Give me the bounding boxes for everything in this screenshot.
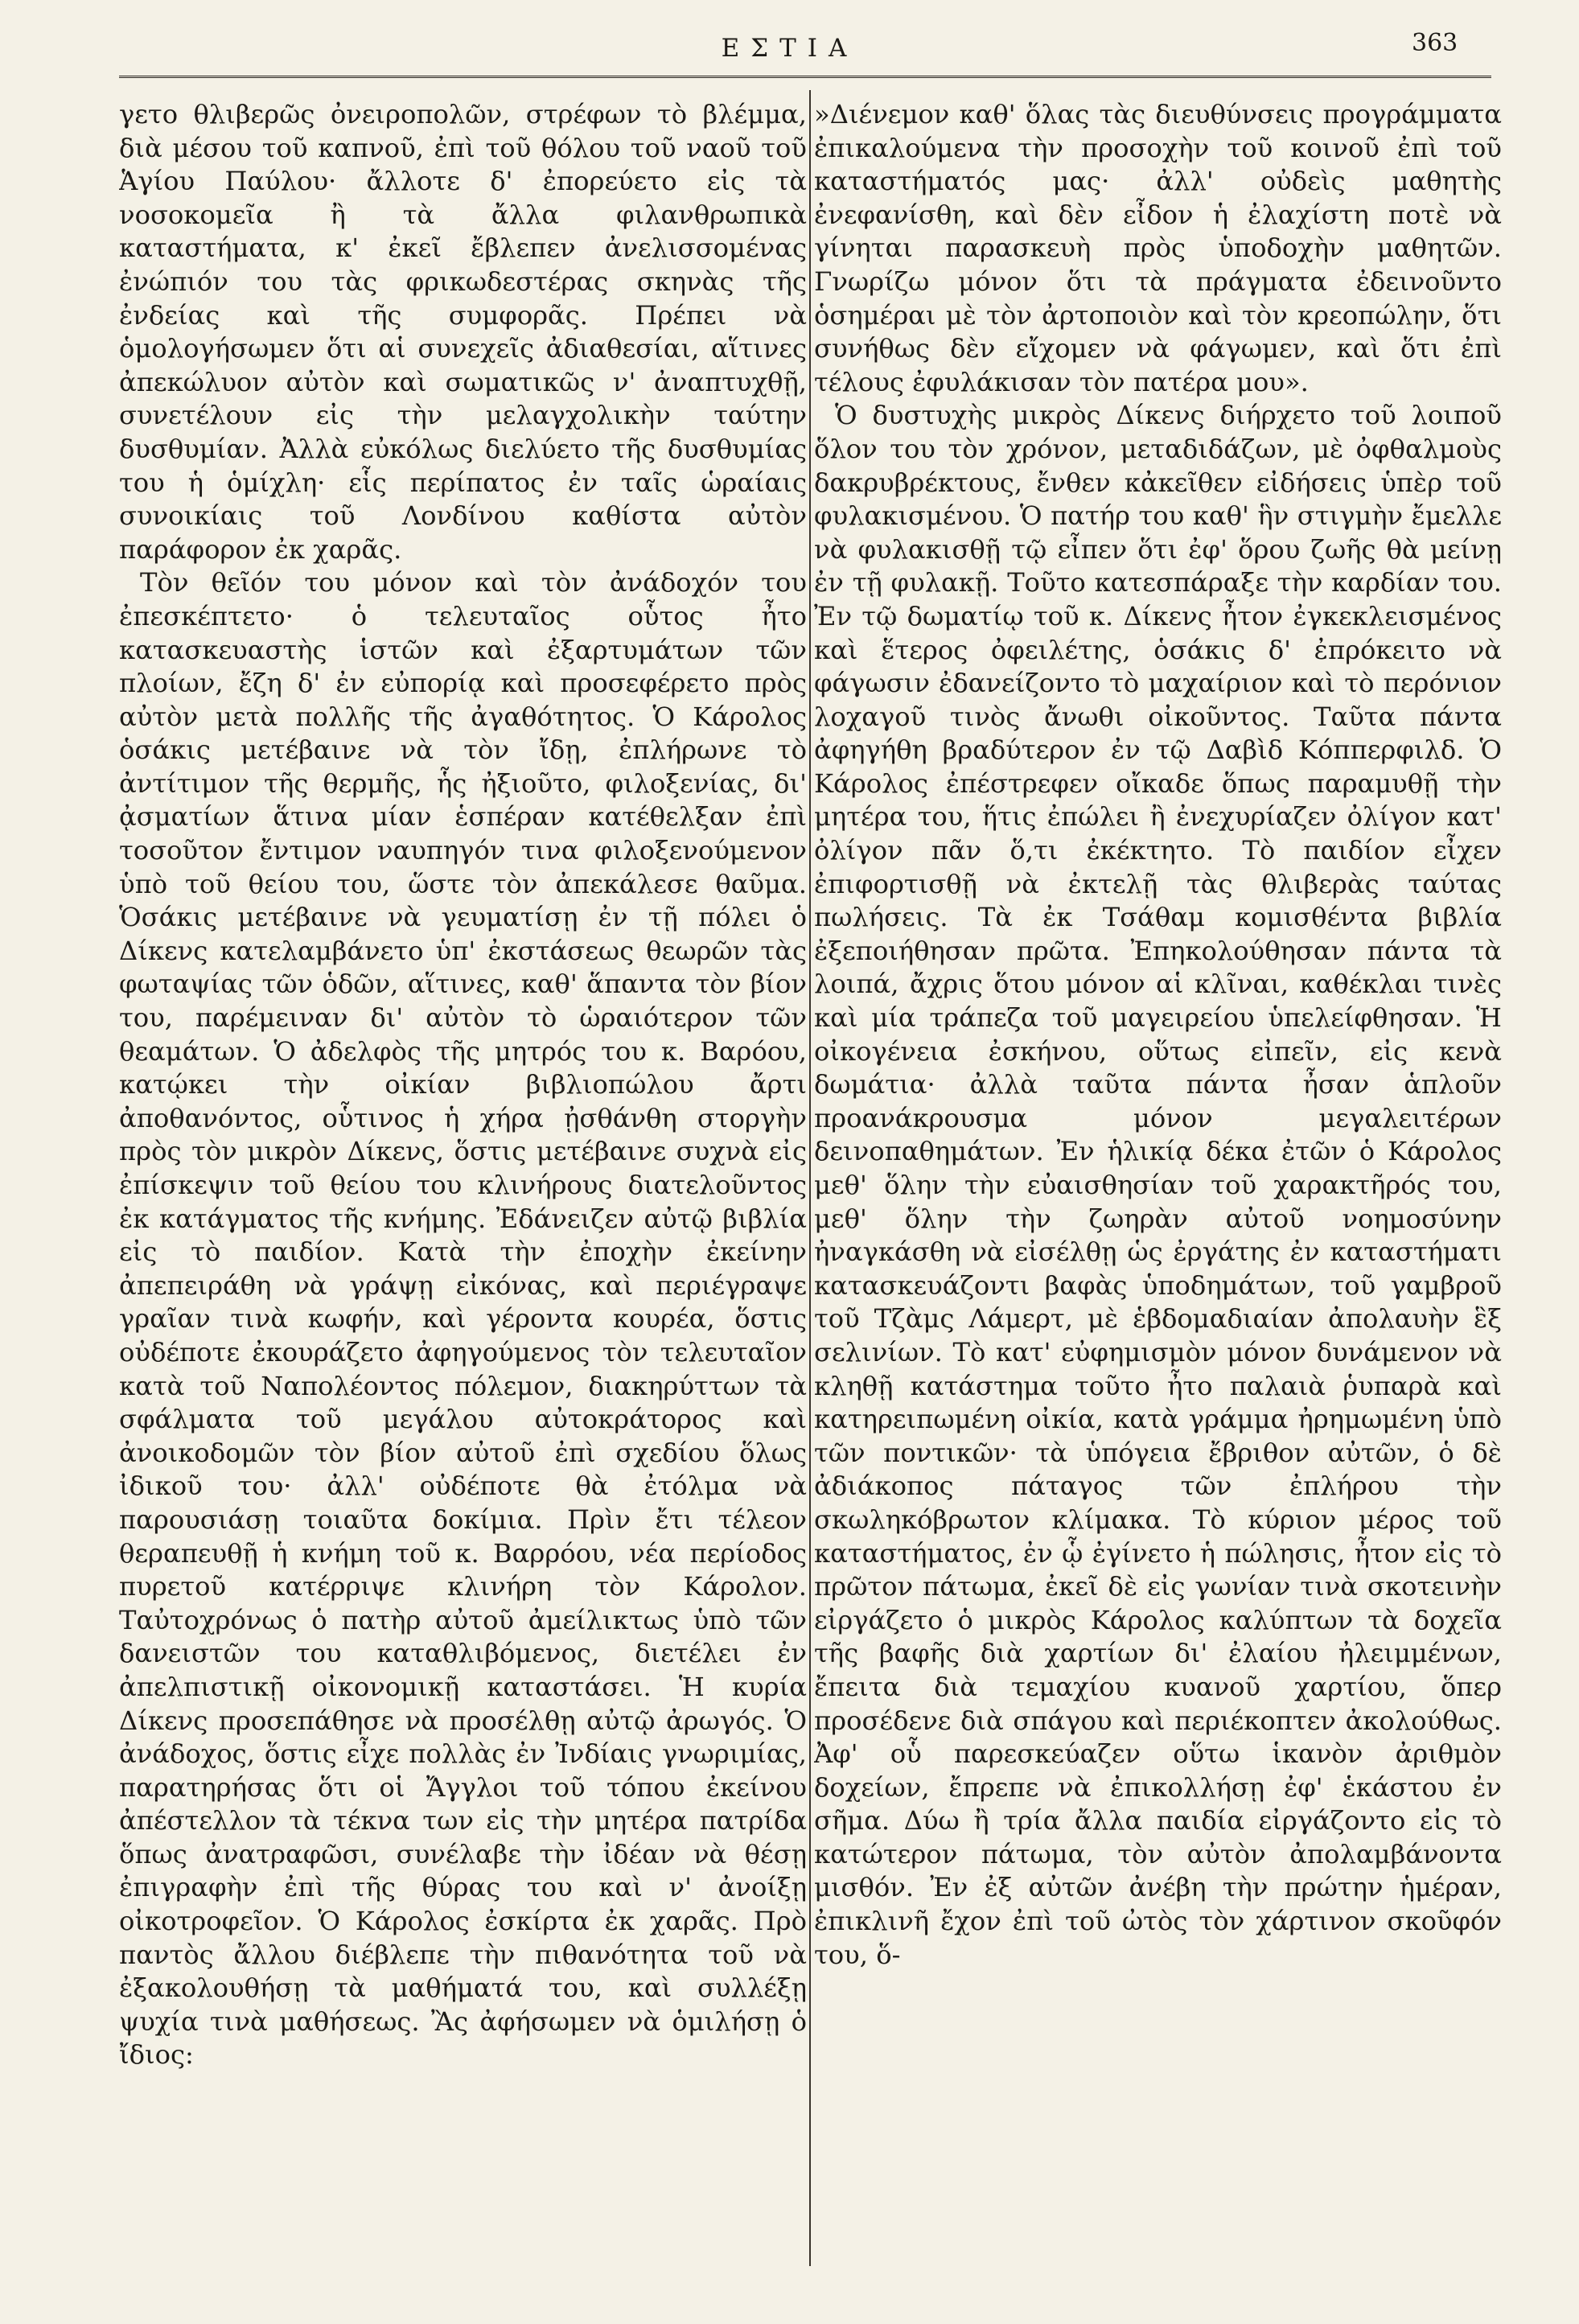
column-divider (809, 90, 811, 2266)
page-header-title: ΕΣΤΙΑ (721, 34, 858, 63)
left-paragraph-1: γετο θλιβερῶς ὀνειροπολῶν, στρέφων τὸ βλέμμα, διὰ μέσου τοῦ καπνοῦ, ἐπὶ τοῦ θόλου τοῦ ναοῦ τοῦ Ἁγίου Παύλου· ἄλλοτε δ' ἐπορεύετο εἰς τὰ νοσοκομεῖα ἢ τὰ ἄλλα φιλανθρωπικὰ καταστήματα, κ' ἐκεῖ ἔβλεπεν ἀνελισσομένας ἐνώπιόν του τὰς φρικωδεστέρας σκηνὰς τῆς ἐνδείας καὶ τῆς συμφορᾶς. Πρέπει νὰ ὁμολογήσωμεν ὅτι αἱ συνεχεῖς ἀδιαθεσίαι, αἵτινες ἀπεκώλυον αὐτὸν καὶ σωματικῶς ν' ἀναπτυχθῇ, συνετέλουν εἰς τὴν μελαγχολικὴν ταύτην δυσθυμίαν. Ἀλλὰ εὐκόλως διελύετο τῆς δυσθυμίας του ἡ ὁμίχλη· εἷς περίπατος ἐν ταῖς ὡραίαις συνοικίαις τοῦ Λονδίνου καθίστα αὐτὸν παράφορον ἐκ χαρᾶς. (119, 99, 807, 565)
page-number: 363 (1412, 29, 1458, 57)
right-column (814, 98, 1502, 2302)
right-paragraph-2: Ὁ δυστυχὴς μικρὸς Δίκενς διήρχετο τοῦ λοιποῦ ὅλον του τὸν χρόνον, μεταδιδάζων, μὲ ὀφθαλμοὺς δακρυβρέκτους, ἔνθεν κἀκεῖθεν εἰδήσεις ὑπὲρ τοῦ φυλακισμένου. Ὁ πατήρ του καθ' ἣν στιγμὴν ἔμελλε νὰ φυλακισθῇ τῷ εἶπεν ὅτι ἐφ' ὅρου ζωῆς θὰ μείνῃ ἐν τῇ φυλακῇ. Τοῦτο κατεσπάραξε τὴν καρδίαν του. Ἐν τῷ δωματίῳ τοῦ κ. Δίκενς ἦτον ἐγκεκλεισμένος καὶ ἕτερος ὀφειλέτης, ὁσάκις δ' ἐπρόκειτο νὰ φάγωσιν ἐδανείζοντο τὸ μαχαίριον καὶ τὸ περόνιον λοχαγοῦ τινὸς ἄνωθι οἰκοῦντος. Ταῦτα πάντα ἀφηγήθη βραδύτερον ἐν τῷ Δαβὶδ Κόππερφιλδ. Ὁ Κάρολος ἐπέστρεφεν οἴκαδε ὅπως παραμυθῇ τὴν μητέρα του, ἥτις ἐπώλει ἢ ἐνεχυρίαζεν ὀλίγον κατ' ὀλίγον πᾶν ὅ,τι ἐκέκτητο. Τὸ παιδίον εἶχεν ἐπιφορτισθῇ νὰ ἐκτελῇ τὰς θλιβερὰς ταύτας πωλήσεις. Τὰ ἐκ Τσάθαμ κομισθέντα βιβλία ἐξεποιήθησαν πρῶτα. Ἐπηκολούθησαν πάντα τὰ λοιπά, ἄχρις ὅτου μόνον αἱ κλῖναι, καθέκλαι τινὲς καὶ μία τράπεζα τοῦ μαγειρείου ὑπελείφθησαν. Ἡ οἰκογένεια ἐσκήνου, οὕτως εἰπεῖν, εἰς κενὰ δωμάτια· ἀλλὰ ταῦτα πάντα ἦσαν ἁπλοῦν προανάκρουσμα μόνον μεγαλειτέρων δεινοπαθημάτων. Ἐν ἡλικίᾳ δέκα ἐτῶν ὁ Κάρολος μεθ' ὅλην τὴν εὐαισθησίαν τοῦ χαρακτῆρός του, μεθ' ὅλην τὴν ζωηρὰν αὐτοῦ νοημοσύνην ἠναγκάσθη νὰ εἰσέλθῃ ὡς ἐργάτης ἐν καταστήματι κατασκευάζοντι βαφὰς ὑποδημάτων, τοῦ γαμβροῦ τοῦ Τζὰμς Λάμερτ, μὲ ἑβδομαδιαίαν ἀπολαυὴν ἓξ σελινίων. Τὸ κατ' εὐφημισμὸν μόνον δυνάμενον νὰ κληθῇ κατάστημα τοῦτο ἦτο παλαιὰ ῥυπαρὰ καὶ κατηρειπωμένη οἰκία, κατὰ γράμμα ἠρημωμένη ὑπὸ τῶν ποντικῶν· τὰ ὑπόγεια ἔβριθον αὐτῶν, ὁ δὲ ἀδιάκοπος πάταγος τῶν ἐπλήρου τὴν σκωληκόβρωτον κλίμακα. Τὸ κύριον μέρος τοῦ καταστήματος, ἐν ᾧ ἐγίνετο ἡ πώλησις, ἦτον εἰς τὸ πρῶτον πάτωμα, ἐκεῖ δὲ εἰς γωνίαν τινὰ σκοτεινὴν εἰργάζετο ὁ μικρὸς Κάρολος καλύπτων τὰ δοχεῖα τῆς βαφῆς διὰ χαρτίων δι' ἐλαίου ἠλειμμένων, ἔπειτα διὰ τεμαχίου κυανοῦ χαρτίου, ὅπερ προσέδενε διὰ σπάγου καὶ περιέκοπτεν ἀκολούθως. Ἀφ' οὗ παρεσκεύαζεν οὕτω ἱκανὸν ἀριθμὸν δοχείων, ἔπρεπε νὰ ἐπικολλήσῃ ἐφ' ἑκάστου ἐν σῆμα. Δύω ἢ τρία ἄλλα παιδία εἰργάζοντο εἰς τὸ κατώτερον πάτωμα, τὸν αὐτὸν ἀπολαμβάνοντα μισθόν. Ἐν ἐξ αὐτῶν ἀνέβη τὴν πρώτην ἡμέραν, ἐπικλινῆ ἔχον ἐπὶ τοῦ ὠτὸς τὸν χάρτινον σκοῦφόν του, ὅ- (814, 400, 1502, 1970)
left-column (119, 98, 807, 2302)
header-rule (119, 76, 1491, 78)
right-paragraph-1: »Διένεμον καθ' ὅλας τὰς διευθύνσεις προγράμματα ἐπικαλούμενα τὴν προσοχὴν τοῦ κοινοῦ ἐπὶ τοῦ καταστήματός μας· ἀλλ' οὐδεὶς μαθητὴς ἐνεφανίσθη, καὶ δὲν εἶδον ἡ ἐλαχίστη ποτὲ νὰ γίνηται παρασκευὴ πρὸς ὑποδοχὴν μαθητῶν. Γνωρίζω μόνον ὅτι τὰ πράγματα ἐδεινοῦντο ὁσημέραι μὲ τὸν ἀρτοποιὸν καὶ τὸν κρεοπώλην, ὅτι συνήθως δὲν εἴχομεν νὰ φάγωμεν, καὶ ὅτι ἐπὶ τέλους ἐφυλάκισαν τὸν πατέρα μου». (814, 99, 1502, 397)
left-paragraph-2: Τὸν θεῖόν του μόνον καὶ τὸν ἀνάδοχόν του ἐπεσκέπτετο· ὁ τελευταῖος οὗτος ἦτο κατασκευαστὴς ἱστῶν καὶ ἐξαρτυμάτων τῶν πλοίων, ἔζη δ' ἐν εὐπορίᾳ καὶ προσεφέρετο πρὸς αὐτὸν μετὰ πολλῆς τῆς ἀγαθότητος. Ὁ Κάρολος ὁσάκις μετέβαινε νὰ τὸν ἴδῃ, ἐπλήρωνε τὸ ἀντίτιμον τῆς θερμῆς, ἧς ἠξιοῦτο, φιλοξενίας, δι' ᾀσματίων ἅτινα μίαν ἑσπέραν κατέθελξαν ἐπὶ τοσοῦτον ἔντιμον ναυπηγόν τινα φιλοξενούμενον ὑπὸ τοῦ θείου του, ὥστε τὸν ἀπεκάλεσε θαῦμα. Ὁσάκις μετέβαινε νὰ γευματίσῃ ἐν τῇ πόλει ὁ Δίκενς κατελαμβάνετο ὑπ' ἐκστάσεως θεωρῶν τὰς φωταψίας τῶν ὁδῶν, αἵτινες, καθ' ἅπαντα τὸν βίον του, παρέμειναν δι' αὐτὸν τὸ ὡραιότερον τῶν θεαμάτων. Ὁ ἀδελφὸς τῆς μητρός του κ. Βαρόου, κατῴκει τὴν οἰκίαν βιβλιοπώλου ἄρτι ἀποθανόντος, οὗτινος ἡ χήρα ᾐσθάνθη στοργὴν πρὸς τὸν μικρὸν Δίκενς, ὅστις μετέβαινε συχνὰ εἰς ἐπίσκεψιν τοῦ θείου του κλινήρους διατελοῦντος ἐκ κατάγματος τῆς κνήμης. Ἐδάνειζεν αὐτῷ βιβλία εἰς τὸ παιδίον. Κατὰ τὴν ἐποχὴν ἐκείνην ἀπεπειράθη νὰ γράψῃ εἰκόνας, καὶ περιέγραψε γραῖαν τινὰ κωφήν, καὶ γέροντα κουρέα, ὅστις οὐδέποτε ἐκουράζετο ἀφηγούμενος τὸν τελευταῖον κατὰ τοῦ Ναπολέοντος πόλεμον, διακηρύττων τὰ σφάλματα τοῦ μεγάλου αὐτοκράτορος καὶ ἀνοικοδομῶν τὸν βίον αὐτοῦ ἐπὶ σχεδίου ὅλως ἰδικοῦ του· ἀλλ' οὐδέποτε θὰ ἐτόλμα νὰ παρουσιάσῃ τοιαῦτα δοκίμια. Πρὶν ἔτι τέλεον θεραπευθῇ ἡ κνήμη τοῦ κ. Βαρρόου, νέα περίοδος πυρετοῦ κατέρριψε κλινήρη τὸν Κάρολον. Ταὐτοχρόνως ὁ πατὴρ αὐτοῦ ἀμείλικτως ὑπὸ τῶν δανειστῶν του καταθλιβόμενος, διετέλει ἐν ἀπελπιστικῇ οἰκονομικῇ καταστάσει. Ἡ κυρία Δίκενς προσεπάθησε νὰ προσέλθῃ αὐτῷ ἀρωγός. Ὁ ἀνάδοχος, ὅστις εἶχε πολλὰς ἐν Ἰνδίαις γνωριμίας, παρατηρήσας ὅτι οἱ Ἄγγλοι τοῦ τόπου ἐκείνου ἀπέστελλον τὰ τέκνα των εἰς τὴν μητέρα πατρίδα ὅπως ἀνατραφῶσι, συνέλαβε τὴν ἰδέαν νὰ θέσῃ ἐπιγραφὴν ἐπὶ τῆς θύρας του καὶ ν' ἀνοίξῃ οἰκοτροφεῖον. Ὁ Κάρολος ἐσκίρτα ἐκ χαρᾶς. Πρὸ παντὸς ἄλλου διέβλεπε τὴν πιθανότητα τοῦ νὰ ἐξακολουθήσῃ τὰ μαθήματά του, καὶ συλλέξῃ ψυχία τινὰ μαθήσεως. Ἂς ἀφήσωμεν νὰ ὁμιλήσῃ ὁ ἴδιος: (119, 567, 807, 2071)
